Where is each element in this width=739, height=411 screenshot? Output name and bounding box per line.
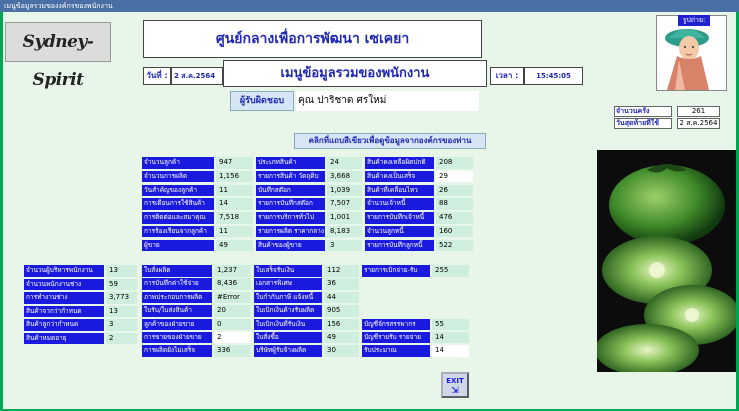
time-value: 15:45:05	[524, 67, 583, 85]
stat-value[interactable]: 24	[327, 157, 362, 169]
stat-label: บัญชีจักรสรรพากร	[362, 319, 430, 331]
stat-value[interactable]: 88	[436, 198, 473, 210]
stat-value[interactable]: 112	[324, 265, 359, 277]
empty-cell	[362, 292, 430, 303]
stat-label: สินค้าที่เคลื่อนไหว	[365, 185, 434, 197]
stat-label: จำนวนผู้บริหารพนักงาน	[24, 265, 104, 277]
stat-label: ใบเสร็จรับเงิน	[254, 265, 322, 277]
stat-label: ภาพประกอบการผลิต	[142, 292, 212, 304]
stat-label: รายการบันทึกสต๊อก	[256, 198, 325, 210]
stat-value[interactable]: 160	[436, 226, 473, 238]
empty-cell	[430, 278, 472, 289]
stat-value[interactable]: 14	[432, 332, 469, 344]
stat-label: การทำงานช่าง	[24, 292, 104, 304]
stat-value[interactable]: 55	[432, 319, 469, 331]
stat-value[interactable]: 2	[106, 333, 137, 345]
stat-label: บันทึกสต๊อก	[256, 185, 325, 197]
date-label: วันที่ :	[143, 67, 171, 85]
last-used-value: 2 ส.ค.2564	[677, 118, 720, 129]
stat-label: รายการผลิต ราคากลาง	[256, 226, 325, 238]
empty-cell	[362, 278, 430, 289]
stat-label: จำนวนลูกค้า	[142, 157, 214, 169]
stat-label: รายการเบิกจ่าย-รับ	[362, 265, 430, 277]
stat-label: สินค้าลูกว่ากำหนด	[24, 319, 104, 331]
stat-value[interactable]: 476	[436, 212, 473, 224]
stat-value[interactable]: 14	[216, 198, 253, 210]
stat-value[interactable]: 29	[436, 171, 473, 183]
stat-label: รายการบันทึกลูกหนี้	[365, 240, 434, 252]
left-stats-grid	[24, 265, 140, 345]
window-titlebar: เมนูข้อมูลรวมของงค์กรของพนักงาน	[0, 0, 739, 12]
stat-value[interactable]: 11	[216, 185, 253, 197]
stat-label: ใบสั่งผลิต	[142, 265, 212, 277]
stat-label: การบันทึกค่าใช้จ่าย	[142, 278, 212, 290]
stat-label: จำนวนพนักงานช่าง	[24, 279, 104, 291]
stat-label: รับประมาณ	[362, 345, 430, 357]
stat-label: สินค้าคงเป็นเสร็จ	[365, 171, 434, 183]
stat-value[interactable]: 44	[324, 292, 359, 304]
exit-button-label: EXIT	[446, 377, 464, 385]
stat-value[interactable]: 7,518	[216, 212, 253, 224]
usage-count-label: จำนวนครั้ง	[614, 106, 672, 117]
avatar-label: รูปถ่าย:	[678, 15, 710, 26]
stat-value[interactable]: #Error	[214, 292, 251, 304]
stat-value[interactable]: 2	[214, 332, 251, 344]
center-title: ศูนย์กลางเพื่อการพัฒนา เซเคยา	[143, 20, 482, 58]
time-label: เวลา :	[490, 67, 524, 85]
stat-value[interactable]: 522	[436, 240, 473, 252]
click-hint: คลิกที่แถบสีเขียวเพื่อดูข้อมูลจากองค์กรของท่าน	[294, 133, 486, 149]
last-used-label: วันสุดท้ายที่ใช้	[614, 118, 672, 129]
stat-value[interactable]: 1,237	[214, 265, 251, 277]
stat-value[interactable]: 36	[324, 278, 359, 290]
stat-value[interactable]: 30	[324, 345, 359, 357]
stat-value[interactable]: 13	[106, 306, 137, 318]
stat-label: เอกสารพิเศษ	[254, 278, 322, 290]
stat-value[interactable]: 13	[106, 265, 137, 277]
stat-label: รายการบันทึกเจ้าหนี้	[365, 212, 434, 224]
stat-value[interactable]: 1,001	[327, 212, 362, 224]
stat-value[interactable]: 3,773	[106, 292, 137, 304]
stat-value[interactable]: 8,436	[214, 278, 251, 290]
stat-value[interactable]: 20	[214, 305, 251, 317]
stat-value[interactable]: 3,668	[327, 171, 362, 183]
stat-label: วันสำคัญของลูกค้า	[142, 185, 214, 197]
stat-label: ลูกค้าของฝ่ายขาย	[142, 319, 212, 331]
stat-label: บริษัทผู้รับจ้างผลิต	[254, 345, 322, 357]
stat-value[interactable]: 49	[324, 332, 359, 344]
stat-label: สินค้าของผู้ขาย	[256, 240, 325, 252]
person-illustration-icon	[657, 16, 726, 90]
stat-label: ผู้ขาย	[142, 240, 214, 252]
stat-value[interactable]: 7,507	[327, 198, 362, 210]
stat-label: การร้องเรียนจากลูกค้า	[142, 226, 214, 238]
stat-value[interactable]: 26	[436, 185, 473, 197]
responsible-name: คุณ ปาริชาต ศรใหม่	[296, 91, 479, 111]
date-value: 2 ส.ค.2564	[171, 67, 223, 85]
stat-value[interactable]: 49	[216, 240, 253, 252]
tomato-photo	[597, 150, 736, 372]
stat-label: ใบรับ/ใบส่งสินค้า	[142, 305, 212, 317]
empty-cell	[430, 292, 472, 303]
stat-value[interactable]: 208	[436, 157, 473, 169]
door-icon: ⇲	[451, 386, 459, 396]
tomato-image-icon	[597, 150, 736, 372]
stat-label: ใบเบิกเงินค้างรับผลิต	[254, 305, 322, 317]
stat-label: สินค้าจากว่ากำหนด	[24, 306, 104, 318]
stat-value[interactable]: 0	[214, 319, 251, 331]
avatar	[656, 15, 727, 91]
company-logo: Sydney-Spirit	[5, 22, 111, 62]
empty-cell	[362, 305, 430, 316]
stat-label: รายการบริการทั่วไป	[256, 212, 325, 224]
stat-label: สินค้าคงเหลือผิดปกติ	[365, 157, 434, 169]
stat-label: ใบสั่งซื้อ	[254, 332, 322, 344]
stat-label: การผลิตยังไม่เสร็จ	[142, 345, 212, 357]
lower-stats-grid	[142, 265, 472, 357]
stat-value[interactable]: 1,039	[327, 185, 362, 197]
stat-value[interactable]: 14	[432, 345, 469, 357]
stat-value[interactable]: 156	[324, 319, 359, 331]
stat-label: จำนวนการผลิต	[142, 171, 214, 183]
stat-label: บัญชีรายรับ รายจ่าย	[362, 332, 430, 344]
stat-value[interactable]: 3	[327, 240, 362, 252]
stat-label: จำนวนเจ้าหนี้	[365, 198, 434, 210]
usage-count-value: 261	[677, 106, 720, 117]
stat-label: จำนวนลูกหนี้	[365, 226, 434, 238]
stat-label: การขายของฝ่ายขาย	[142, 332, 212, 344]
stat-value[interactable]: 8,183	[327, 226, 362, 238]
menu-title: เมนูข้อมูลรวมของพนักงาน	[223, 60, 487, 87]
upper-stats-grid	[142, 157, 476, 252]
stat-label: สินค้าหมดอายุ	[24, 333, 104, 345]
stat-value[interactable]: 3	[106, 319, 137, 331]
stat-value[interactable]: 255	[432, 265, 469, 277]
stat-value[interactable]: 11	[216, 226, 253, 238]
exit-button[interactable]	[441, 372, 469, 398]
stat-label: ใบกำกับภาษี แจ้งหนี้	[254, 292, 322, 304]
stat-label: การเตือนการใช้สินค้า	[142, 198, 214, 210]
stat-label: ประเภทสินค้า	[256, 157, 325, 169]
responsible-button[interactable]: ผู้รับผิดชอบ	[230, 91, 294, 111]
stat-value[interactable]: 336	[214, 345, 251, 357]
stat-label: ใบเบิกเงินที่รับเงิน	[254, 319, 322, 331]
stat-value[interactable]: 947	[216, 157, 253, 169]
stat-value[interactable]: 59	[106, 279, 137, 291]
stat-value[interactable]: 905	[324, 305, 359, 317]
stat-value[interactable]: 1,156	[216, 171, 253, 183]
empty-cell	[430, 305, 472, 316]
stat-label: รายการสินค้า วัตถุดิบ	[256, 171, 325, 183]
stat-label: การติดต่อและสมาคุณ	[142, 212, 214, 224]
